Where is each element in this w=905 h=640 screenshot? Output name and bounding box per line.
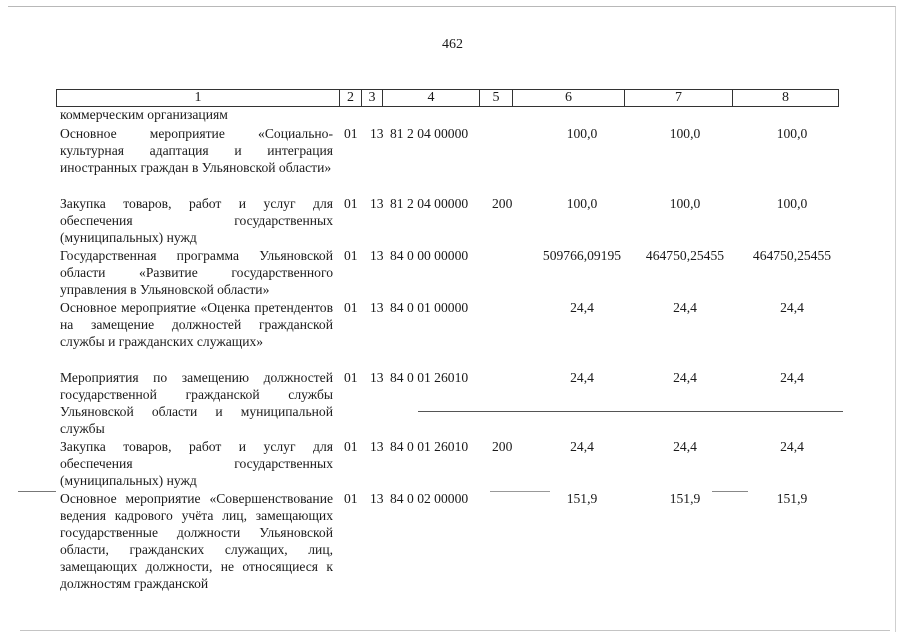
row-amount-7: 100,0 [669,196,701,211]
row-subsection: 13 [370,300,384,315]
row-subsection: 13 [370,126,384,141]
row-subsection: 13 [370,439,384,454]
header-col-8: 8 [733,90,839,107]
row-description: Государственная программа Ульяновской области «Развитие государственного управления в Ульяновской области» [60,248,333,297]
row-subsection: 13 [370,248,384,263]
row-subsection: 13 [370,370,384,385]
row-amount-6: 24,4 [570,370,594,385]
row-target-code: 84 0 01 00000 [390,300,469,315]
row-amount-8: 100,0 [776,196,808,211]
header-col-1: 1 [57,90,340,107]
row-amount-8: 24,4 [780,370,804,385]
page-number: 462 [442,37,463,52]
header-row [57,90,839,107]
scan-artifact-line [712,491,748,492]
row-amount-7: 100,0 [669,126,701,141]
row-expense-type: 200 [492,439,513,454]
header-col-7: 7 [625,90,733,107]
row-description: коммерческим организациям [60,107,228,122]
row-target-code: 84 0 00 00000 [390,248,469,263]
row-amount-6: 100,0 [566,196,598,211]
row-amount-8: 151,9 [776,491,808,506]
row-amount-7: 464750,25455 [645,248,725,263]
row-amount-8: 464750,25455 [752,248,832,263]
row-section: 01 [344,126,358,141]
row-target-code: 84 0 02 00000 [390,491,469,506]
row-description: Основное мероприятие «Социально-культурная адаптация и интеграция иностранных граждан в Ульяновской области» [60,126,333,175]
row-description: Закупка товаров, работ и услуг для обеспечения государственных (муниципальных) нужд [60,439,333,488]
row-expense-type: 200 [492,196,513,211]
header-col-3: 3 [362,90,383,107]
row-amount-6: 100,0 [566,126,598,141]
column-header-table [56,89,839,107]
row-amount-8: 24,4 [780,439,804,454]
row-subsection: 13 [370,491,384,506]
row-amount-6: 24,4 [570,439,594,454]
row-amount-6: 151,9 [566,491,598,506]
row-description: Основное мероприятие «Оценка претендентов на замещение должностей гражданской службы и гражданских служащих» [60,300,333,349]
row-description: Основное мероприятие «Совершенствование ведения кадрового учёта лиц, замещающих государственные должности Ульяновской области, гражданских служащих, лиц, замещающих должности, не относящиеся к должностям гражданской [60,491,333,591]
row-amount-6: 509766,09195 [542,248,622,263]
row-amount-6: 24,4 [570,300,594,315]
row-description: Закупка товаров, работ и услуг для обеспечения государственных (муниципальных) нужд [60,196,333,245]
scan-artifact-line [418,411,843,412]
scan-artifact-line [18,491,56,492]
row-section: 01 [344,439,358,454]
row-amount-8: 100,0 [776,126,808,141]
row-target-code: 81 2 04 00000 [390,196,469,211]
header-col-4: 4 [383,90,480,107]
scan-artifact-line [490,491,550,492]
row-subsection: 13 [370,196,384,211]
row-section: 01 [344,248,358,263]
row-amount-7: 24,4 [673,439,697,454]
row-section: 01 [344,491,358,506]
row-amount-8: 24,4 [780,300,804,315]
header-col-5: 5 [480,90,513,107]
header-col-2: 2 [340,90,362,107]
row-section: 01 [344,370,358,385]
row-amount-7: 24,4 [673,300,697,315]
row-section: 01 [344,196,358,211]
row-target-code: 81 2 04 00000 [390,126,469,141]
row-section: 01 [344,300,358,315]
row-description: Мероприятия по замещению должностей государственной гражданской службы Ульяновской области и муниципальной службы [60,370,333,436]
row-target-code: 84 0 01 26010 [390,370,469,385]
row-target-code: 84 0 01 26010 [390,439,469,454]
row-amount-7: 24,4 [673,370,697,385]
scan-artifact-line [20,630,890,631]
row-amount-7: 151,9 [669,491,701,506]
header-col-6: 6 [513,90,625,107]
